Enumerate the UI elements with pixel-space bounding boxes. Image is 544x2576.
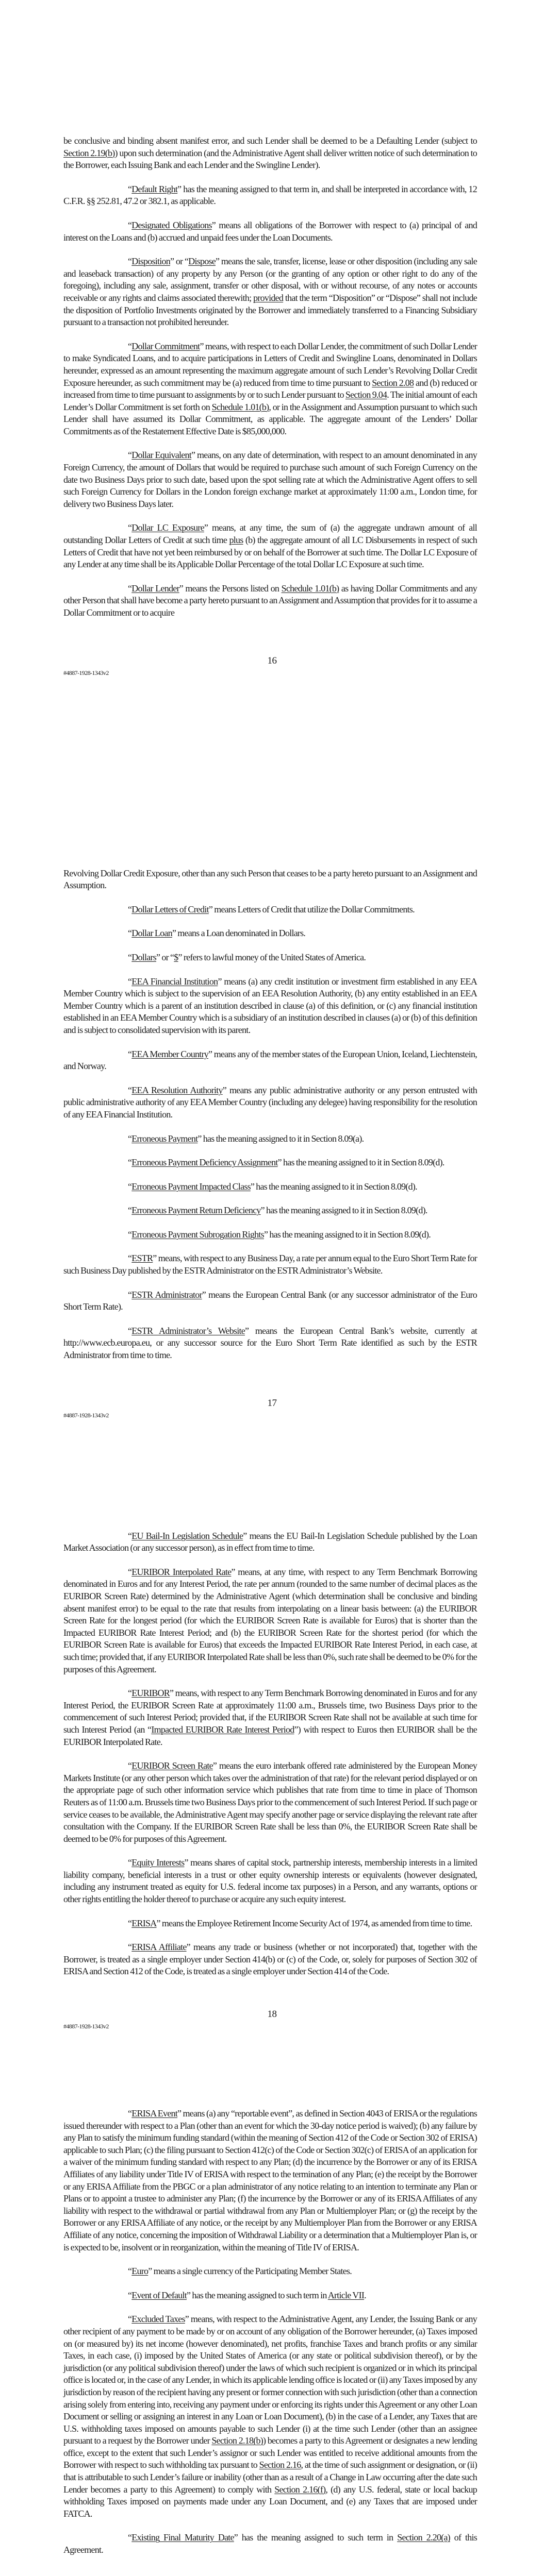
definition-paragraph <box>63 1229 477 1241</box>
definition-paragraph <box>63 1760 477 1845</box>
text-run: ” means shares of capital stock, partnership interests, membership interests in a limited liability company, beneficial interests in a trust or other equity ownership interests or equivalents (however designated, including any instrument treated as equity for U.S. federal income tax purposes) in a Person, and any warrants, options or other rights entitling the holder thereof to purchase or acquire any such equity interest. <box>63 1857 477 1905</box>
text-run: ”) with respect to Euros then EURIBOR shall be the EURIBOR Interpolated Rate. <box>63 1724 477 1747</box>
underlined-term: Section 2.16 <box>259 2460 301 2470</box>
text-run: “ <box>128 976 132 987</box>
underlined-term: Dollar LC Exposure <box>131 522 204 533</box>
text-run: ” means, with respect to any Term Benchmark Borrowing denominated in Euros and for any Interest Period, the EURIBOR Screen Rate at approximately 11:00 a.m., Brussels time, two Business Days prior to the commencement of such Interest Period; provided that, if the EURIBOR Screen Rate shall not be available at such time for such Interest Period (an “ <box>63 1688 477 1735</box>
document-id: #4887-1928-1343v2 <box>63 2023 109 2030</box>
text-run: and (b) reduced or increased from time to time pursuant to assignments by or to such Lender pursuant to <box>63 377 477 400</box>
text-run: “ <box>128 1133 132 1144</box>
page-19 <box>0 2030 544 2576</box>
underlined-term: Section 2.20(a) <box>397 2532 450 2543</box>
text-run: “ <box>128 1918 132 1928</box>
text-run: ” means (a) any credit institution or investment firm established in any EEA Member Country which is subject to the supervision of an EEA Resolution Authority, (b) any entity established in an EEA Member Country which is a parent of an institution described in clause (a) of this definition, or (c) any financial institution established in an EEA Member Country which is a subsidiary of an institution described in clauses (a) or (b) of this definition and is subject to consolidated supervision with its parent. <box>63 976 477 1035</box>
text-run: “ <box>128 183 132 194</box>
text-run: “ <box>128 1229 132 1240</box>
definition-paragraph <box>63 256 477 329</box>
text-run: , (d) any U.S. federal, state or local backup withholding Taxes imposed on payments made under any Loan Document, and (e) any Taxes that are imposed under FATCA. <box>63 2484 477 2519</box>
page-number: 16 <box>267 655 277 666</box>
underlined-term: EU Bail-In Legislation Schedule <box>131 1530 243 1541</box>
page-body <box>63 135 477 619</box>
underlined-term: Impacted EURIBOR Rate Interest Period <box>151 1724 294 1735</box>
text-run: ” means the European Central Bank (or any successor administrator of the Euro Short Term Rate). <box>63 1289 477 1312</box>
text-run: ” means any trade or business (whether or not incorporated) that, together with the Borrower, is treated as a single employer under Section 414(b) or (c) of the Code, or, solely for purposes of Section 302 of ERISA and Section 412 of the Code, is treated as a single employer under Section 414 of the Code. <box>63 1942 477 1977</box>
definition-paragraph <box>63 1157 477 1169</box>
definition-paragraph <box>63 449 477 510</box>
underlined-term: Euro <box>131 2266 149 2277</box>
underlined-term: Section 2.18(b) <box>211 2435 263 2446</box>
underlined-term: Section 2.16(f) <box>274 2484 326 2495</box>
underlined-term: Dollar Lender <box>131 583 179 594</box>
text-run: “ <box>128 2290 132 2300</box>
text-run: Revolving Dollar Credit Exposure, other than any such Person that ceases to be a party hereto pursuant to an Assignment and Assumption. <box>63 868 477 891</box>
underlined-term: Dollar Loan <box>131 928 172 939</box>
text-run: “ <box>128 1566 132 1577</box>
definition-paragraph <box>63 2290 477 2302</box>
underlined-term: Event of Default <box>131 2290 187 2300</box>
text-run: ” means the EU Bail-In Legislation Schedule published by the Loan Market Association (or any successor person), as in effect from time to time. <box>63 1530 477 1553</box>
text-run: “ <box>128 219 132 230</box>
underlined-term: EURIBOR <box>131 1688 170 1699</box>
definition-paragraph <box>63 1566 477 1675</box>
underlined-term: plus <box>229 535 243 546</box>
text-run: “ <box>128 1205 132 1216</box>
text-run: ” means, at any time, with respect to any Term Benchmark Borrowing denominated in Euros and for any Interest Period, the rate per annum (rounded to the same number of decimal places as the EURIBOR Screen Rate) determined by the Administrative Agent (which determination shall be conclusive and binding absent manifest error) to be equal to the rate that results from interpolating on a linear basis between: (a) the EURIBOR Screen Rate for the longest period (for which the EURIBOR Screen Rate is available for Euros) that is shorter than the Impacted EURIBOR Rate Interest Period; and (b) the EURIBOR Screen Rate for the shortest period (for which the EURIBOR Screen Rate is available for Euros) that exceeds the Impacted EURIBOR Rate Interest Period, in each case, at such time; provided that, if any EURIBOR Interpolated Rate shall be less than 0%, such rate shall be deemed to be 0% for the purposes of this Agreement. <box>63 1566 477 1674</box>
underlined-term: ESTR Administrator <box>131 1289 202 1300</box>
definition-paragraph <box>63 1205 477 1217</box>
text-run: “ <box>128 2532 132 2543</box>
text-run: “ <box>128 1760 132 1771</box>
page-body <box>63 2108 477 2556</box>
page-body <box>63 1530 477 1978</box>
text-run: “ <box>128 1084 132 1095</box>
text-run: “ <box>128 1289 132 1300</box>
underlined-term: Dollar Commitment <box>131 341 200 351</box>
text-run: ” has the meaning assigned to it in Section 8.09(d). <box>250 1181 417 1192</box>
text-run: “ <box>128 928 132 939</box>
text-run: ” means, with respect to the Administrative Agent, any Lender, the Issuing Bank or any other recipient of any payment to be made by or on account of any obligation of the Borrower hereunder, (a) Taxes imposed on (or measured by) its net income (however denominated), net profits, franchise Taxes and branch profits or any similar Taxes, in each case, (i) imposed by the United States of America (or any state or political subdivision thereof), or by the jurisdiction (or any political subdivision thereof) under the laws of which such recipient is organized or in which its principal office is located or, in the case of any Lender, in which its applicable lending office is located or (ii) any Taxes imposed by any jurisdiction by reason of the recipient having any present or former connection with such jurisdiction (other than a connection arising solely from entering into, receiving any payment under or enforcing its rights under this Agreement or any other Loan Document or selling or assigning an interest in any Loan or Loan Document), (b) in the case of a Lender, any Taxes that are U.S. withholding taxes imposed on amounts payable to such Lender (i) at the time such Lender (other than an assignee pursuant to a request by the Borrower under <box>63 2314 477 2446</box>
underlined-term: EURIBOR Screen Rate <box>131 1760 213 1771</box>
page-footer <box>0 1398 544 1419</box>
text-run: ” means the European Central Bank’s website, currently at http://www.ecb.europa.eu, or any successor source for the Euro Short Term Rate identified as such by the ESTR Administrator from time to time. <box>63 1325 477 1361</box>
text-run: ” means any of the member states of the European Union, Iceland, Liechtenstein, and Norway. <box>63 1048 477 1072</box>
text-run: “ <box>128 256 132 267</box>
text-run: that the term “Disposition” or “Dispose” shall not include the disposition of Portfolio Investments originated by the Borrower and immediately transferred to a Financing Subsidiary pursuant to a transaction not prohibited hereunder. <box>63 292 477 328</box>
text-run: “ <box>128 1181 132 1192</box>
text-run: “ <box>128 1048 132 1059</box>
definition-paragraph <box>63 2108 477 2253</box>
definition-paragraph <box>63 1325 477 1362</box>
text-run: ) upon such determination (and the Administrative Agent shall deliver written notice of such determination to the Borrower, each Issuing Bank and each Lender and the Swingline Lender). <box>63 147 477 171</box>
text-run: ” means Letters of Credit that utilize the Dollar Commitments. <box>208 904 415 914</box>
definition-paragraph <box>63 1289 477 1313</box>
definition-paragraph <box>63 1084 477 1121</box>
text-run: ” has the meaning assigned to it in Section 8.09(a). <box>197 1133 364 1144</box>
underlined-term: EURIBOR Interpolated Rate <box>131 1566 232 1577</box>
underlined-term: Schedule 1.01(b) <box>281 583 339 594</box>
text-run: “ <box>128 341 132 351</box>
definition-paragraph <box>63 1252 477 1277</box>
text-run: “ <box>128 952 132 962</box>
underlined-term: EEA Resolution Authority <box>131 1084 223 1095</box>
page-footer <box>0 2009 544 2030</box>
underlined-term: Erroneous Payment Subrogation Rights <box>131 1229 264 1240</box>
text-run: ” or “ <box>156 952 174 962</box>
text-run: “ <box>128 450 132 461</box>
underlined-term: ESTR Administrator’s Website <box>131 1325 245 1336</box>
definition-paragraph <box>63 341 477 438</box>
definition-paragraph <box>63 2532 477 2556</box>
underlined-term: Dollar Equivalent <box>131 450 191 461</box>
page-18 <box>0 1419 544 2030</box>
definition-paragraph <box>63 1048 477 1073</box>
text-run: “ <box>128 904 132 914</box>
underlined-term: Default Right <box>131 183 178 194</box>
text-run: ” has the meaning assigned to it in Section 8.09(d). <box>263 1229 431 1240</box>
document-id: #4887-1928-1343v2 <box>63 669 109 676</box>
definition-paragraph <box>63 1687 477 1748</box>
text-run: “ <box>128 1530 132 1541</box>
text-run: “ <box>128 1688 132 1699</box>
underlined-term: Article VII <box>327 2290 365 2300</box>
definition-paragraph <box>63 927 477 940</box>
text-run: ” has the meaning assigned to such term in <box>187 2290 328 2300</box>
underlined-term: ERISA <box>131 1918 157 1928</box>
underlined-term: Section 2.19(b) <box>63 147 115 158</box>
text-run: ” means, at any time, the sum of (a) the aggregate undrawn amount of all outstanding Dollar Letters of Credit at such time <box>63 522 477 546</box>
text-run: ” means all obligations of the Borrower with respect to (a) principal of and interest on the Loans and (b) accrued and unpaid fees under the Loan Documents. <box>63 219 477 243</box>
underlined-term: Erroneous Payment Impacted Class <box>131 1181 251 1192</box>
text-run: . <box>364 2290 366 2300</box>
text-run: “ <box>128 522 132 533</box>
definition-paragraph <box>63 976 477 1037</box>
underlined-term: Section 9.04 <box>345 389 387 400</box>
text-run: as having Dollar Commitments and any other Person that shall have become a party hereto pursuant to an Assignment and Assumption that provides for it to assume a Dollar Commitment or to acquire <box>63 583 477 618</box>
definition-paragraph <box>63 583 477 619</box>
page-17 <box>0 677 544 1419</box>
page-number: 18 <box>267 2009 277 2020</box>
text-run: “ <box>128 1253 132 1264</box>
page-number: 17 <box>267 1397 277 1409</box>
continued-paragraph <box>63 135 477 172</box>
underlined-term: EEA Financial Institution <box>131 976 218 987</box>
text-run: (b) the aggregate amount of all LC Disbursements in respect of such Letters of Credit that have not yet been reimbursed by or on behalf of the Borrower at such time. The Dollar LC Exposure of any Lender at any time shall be its Applicable Dollar Percentage of the total Dollar LC Exposure at such time. <box>63 535 477 570</box>
definition-paragraph <box>63 1133 477 1145</box>
text-run: ” has the meaning assigned to it in Section 8.09(d). <box>277 1157 444 1168</box>
text-run: “ <box>128 2314 132 2325</box>
underlined-term: Existing Final Maturity Date <box>131 2532 234 2543</box>
definition-paragraph <box>63 904 477 916</box>
underlined-term: Dollar Letters of Credit <box>131 904 209 914</box>
text-run: ” means the euro interbank offered rate administered by the European Money Markets Institute (or any other person which takes over the administration of that rate) for the relevant period displayed or on the appropriate page of such other information service which publishes that rate from time to time in place of Thomson Reuters as of 11:00 a.m. Brussels time two Business Days prior to the commencement of such Interest Period. If such page or service ceases to be available, the Administrative Agent may specify another page or service displaying the relevant rate after consultation with the Company. If the EURIBOR Screen Rate shall be less than 0%, the EURIBOR Screen Rate shall be deemed to be 0% for purposes of this Agreement. <box>63 1760 477 1844</box>
definition-paragraph <box>63 522 477 570</box>
text-run: “ <box>128 1157 132 1168</box>
text-run: be conclusive and binding absent manifest error, and such Lender shall be deemed to be a Defaulting Lender (subject to <box>63 135 477 146</box>
text-run: “ <box>128 2266 132 2277</box>
underlined-term: Designated Obligations <box>131 219 212 230</box>
underlined-term: Excluded Taxes <box>131 2314 185 2325</box>
underlined-term: Disposition <box>131 256 171 267</box>
underlined-term: EEA Member Country <box>131 1048 209 1059</box>
underlined-term: Section 2.08 <box>372 377 414 388</box>
definition-paragraph <box>63 952 477 964</box>
underlined-term: $ <box>174 952 178 962</box>
text-run: ” means, with respect to each Dollar Lender, the commitment of such Dollar Lender to make Syndicated Loans, and to acquire participations in Letters of Credit and Swingline Loans, denominated in Dollars hereunder, expressed as an amount representing the maximum aggregate amount of such Lender’s Revolving Dollar Credit Exposure hereunder, as such commitment may be (a) reduced from time to time pursuant to <box>63 341 477 388</box>
page-16 <box>0 0 544 677</box>
text-run: ) becomes a party to this Agreement or designates a new lending office, except to the extent that such Lender’s assignor or such Lender was entitled to receive additional amounts from the Borrower with respect to such withholding tax pursuant to <box>63 2435 477 2470</box>
underlined-term: provided <box>253 292 284 303</box>
definition-paragraph <box>63 1857 477 1905</box>
document-id: #4887-1928-1343v2 <box>63 1411 109 1419</box>
underlined-term: Equity Interests <box>131 1857 185 1868</box>
underlined-term: Dispose <box>188 256 216 267</box>
text-run: . The initial amount of each Lender’s Dollar Commitment is set forth on <box>63 389 477 412</box>
page-body <box>63 868 477 1362</box>
underlined-term: ESTR <box>131 1253 153 1264</box>
text-run: ” means a Loan denominated in Dollars. <box>172 928 306 939</box>
text-run: ” means the sale, transfer, license, lease or other disposition (including any sale and leaseback transaction) of any property by any Person (or the granting of any option or other right to do any of the foregoing), including any sale, assignment, transfer or other disposal, with or without recourse, of any notes or accounts receivable or any rights and claims associated therewith; <box>63 256 477 303</box>
text-run: “ <box>128 1942 132 1953</box>
text-run: ” or “ <box>170 256 189 267</box>
text-run: , at the time of such assignment or designation, or (ii) that is attributable to such Lender’s failure or inability (other than as a result of a Change in Law occurring after the date such Lender becomes a party to this Agreement) to comply with <box>63 2460 477 2495</box>
underlined-term: Erroneous Payment <box>131 1133 198 1144</box>
text-run: , or in the Assignment and Assumption pursuant to which such Lender shall have assumed its Dollar Commitment, as applicable. The aggregate amount of the Lenders’ Dollar Commitments as of the Restatement Effective Date is $85,000,000. <box>63 401 477 436</box>
text-run: “ <box>128 1325 132 1336</box>
definition-paragraph <box>63 1181 477 1193</box>
text-run: ” means, with respect to any Business Day, a rate per annum equal to the Euro Short Term Rate for such Business Day published by the ESTR Administrator on the ESTR Administrator’s Website. <box>63 1253 477 1276</box>
text-run: “ <box>128 583 132 594</box>
definition-paragraph <box>63 2313 477 2520</box>
text-run: ” has the meaning assigned to that term in, and shall be interpreted in accordance with, 12 C.F.R. §§ 252.81, 47.2 or 382.1, as applicable. <box>63 183 477 207</box>
text-run: ” has the meaning assigned to such term in <box>234 2532 398 2543</box>
text-run: ” means any public administrative authority or any person entrusted with public administrative authority of any EEA Member Country (including any delegee) having responsibility for the resolution of any EEA Financial Institution. <box>63 1084 477 1120</box>
definition-paragraph <box>63 1530 477 1554</box>
text-run: of this Agreement. <box>63 2532 477 2555</box>
definition-paragraph <box>63 1918 477 1930</box>
text-run: ” has the meaning assigned to it in Section 8.09(d). <box>260 1205 427 1216</box>
page-footer <box>0 655 544 677</box>
underlined-term: Schedule 1.01(b) <box>211 401 269 412</box>
text-run: “ <box>128 1857 132 1868</box>
underlined-term: Dollars <box>131 952 156 962</box>
text-run: ” means the Persons listed on <box>179 583 282 594</box>
text-run: ” refers to lawful money of the United States of America. <box>178 952 366 962</box>
definition-paragraph <box>63 219 477 244</box>
text-run: ” means a single currency of the Participating Member States. <box>148 2266 352 2277</box>
text-run: ” means, on any date of determination, with respect to an amount denominated in any Foreign Currency, the amount of Dollars that would be required to purchase such amount of such Foreign Currency on the date two Business Days prior to such date, based upon the spot selling rate at which the Administrative Agent offers to sell such Foreign Currency for Dollars in the London foreign exchange market at approximately 11:00 a.m., London time, for delivery two Business Days later. <box>63 450 477 509</box>
definition-paragraph <box>63 2265 477 2278</box>
definition-paragraph <box>63 183 477 208</box>
underlined-term: Erroneous Payment Deficiency Assignment <box>131 1157 278 1168</box>
text-run: ” means the Employee Retirement Income Security Act of 1974, as amended from time to time. <box>156 1918 472 1928</box>
underlined-term: ERISA Affiliate <box>131 1942 187 1953</box>
underlined-term: Erroneous Payment Return Deficiency <box>131 1205 261 1216</box>
underlined-term: ERISA Event <box>131 2108 178 2119</box>
continued-paragraph <box>63 868 477 892</box>
definition-paragraph <box>63 1941 477 1978</box>
text-run: “ <box>128 2108 132 2119</box>
text-run: ” means (a) any “reportable event”, as defined in Section 4043 of ERISA or the regulations issued thereunder with respect to a Plan (other than an event for which the 30-day notice period is waived); (b) any failure by any Plan to satisfy the minimum funding standard (within the meaning of Section 412 of the Code or Section 302 of ERISA) applicable to such Plan; (c) the filing pursuant to Section 412(c) of the Code or Section 302(c) of ERISA of an application for a waiver of the minimum funding standard with respect to any Plan; (d) the incurrence by the Borrower or any of its ERISA Affiliates of any liability under Title IV of ERISA with respect to the termination of any Plan; (e) the receipt by the Borrower or any ERISA Affiliate from the PBGC or a plan administrator of any notice relating to an intention to terminate any Plan or Plans or to appoint a trustee to administer any Plan; (f) the incurrence by the Borrower or any of its ERISA Affiliates of any liability with respect to the withdrawal or partial withdrawal from any Plan or Multiemployer Plan; or (g) the receipt by the Borrower or any ERISA Affiliate of any notice, or the receipt by any Multiemployer Plan from the Borrower or any ERISA Affiliate of any notice, concerning the imposition of Withdrawal Liability or a determination that a Multiemployer Plan is, or is expected to be, insolvent or in reorganization, within the meaning of Title IV of ERISA. <box>63 2108 477 2252</box>
